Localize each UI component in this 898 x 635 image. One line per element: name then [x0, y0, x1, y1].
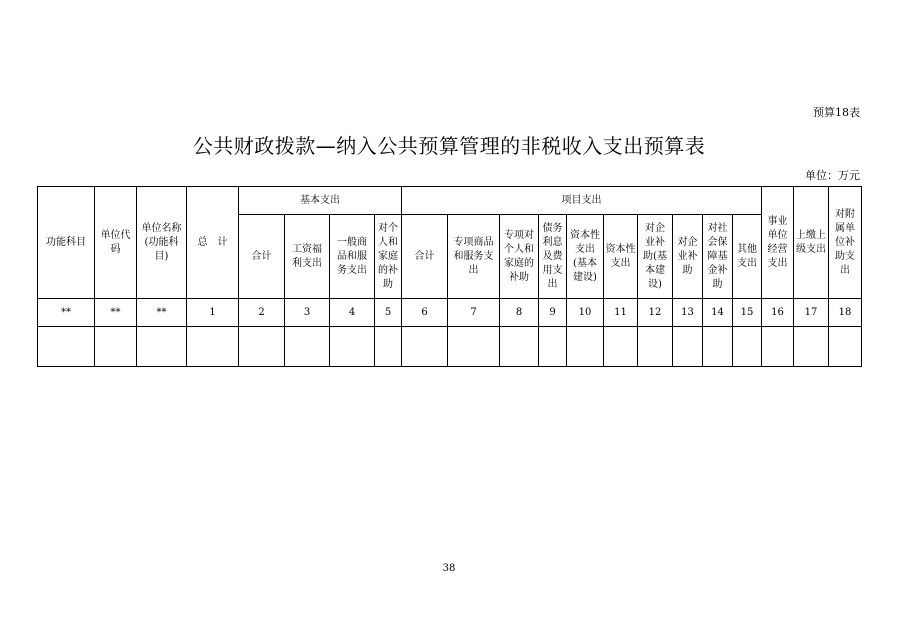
header-project-group: 项目支出 — [402, 187, 762, 215]
header-row-1 — [38, 187, 862, 215]
header-basic-sub-0: 合计 — [239, 215, 285, 299]
header-project-sub-2: 专项对 个人和 家庭的 补助 — [500, 215, 539, 299]
data-cell — [375, 327, 402, 367]
header-basic-sub-2: 一般商 品和服 务支出 — [330, 215, 375, 299]
data-cell — [567, 327, 604, 367]
header-project-sub-3: 债务 利息 及费 用支 出 — [539, 215, 567, 299]
index-cell: ** — [95, 299, 137, 327]
page-number: 38 — [442, 563, 456, 574]
header-project-sub-5: 资本性 支出 — [604, 215, 638, 299]
empty-data-row — [38, 327, 862, 367]
table-number-label: 预算18表 — [813, 106, 860, 119]
header-basic-sub-3: 对个 人和 家庭 的补 助 — [375, 215, 402, 299]
budget-table — [37, 186, 862, 367]
data-cell — [829, 327, 862, 367]
data-cell — [448, 327, 500, 367]
data-cell — [762, 327, 794, 367]
header-basic-sub-1: 工资福 利支出 — [285, 215, 330, 299]
index-cell: 3 — [285, 299, 330, 327]
index-cell: 11 — [604, 299, 638, 327]
header-project-sub-6: 对企 业补 助(基 本建 设) — [638, 215, 673, 299]
data-cell — [703, 327, 733, 367]
index-cell: 15 — [733, 299, 762, 327]
data-cell — [402, 327, 448, 367]
header-tail-1: 上缴上 级支出 — [794, 187, 829, 299]
data-cell — [285, 327, 330, 367]
header-project-sub-1: 专项商品 和服务支 出 — [448, 215, 500, 299]
index-row — [38, 299, 862, 327]
index-cell: 13 — [673, 299, 703, 327]
data-cell — [187, 327, 239, 367]
index-cell: 14 — [703, 299, 733, 327]
header-project-sub-9: 其他 支出 — [733, 215, 762, 299]
header-project-sub-7: 对企 业补 助 — [673, 215, 703, 299]
unit-label: 单位：万元 — [805, 169, 860, 182]
index-cell: 9 — [539, 299, 567, 327]
data-cell — [673, 327, 703, 367]
index-cell: 5 — [375, 299, 402, 327]
data-cell — [733, 327, 762, 367]
header-tail-0: 事业 单位 经营 支出 — [762, 187, 794, 299]
data-cell — [95, 327, 137, 367]
index-cell: 12 — [638, 299, 673, 327]
header-project-sub-4: 资本性 支出 (基本 建设) — [567, 215, 604, 299]
index-cell: 4 — [330, 299, 375, 327]
data-cell — [38, 327, 95, 367]
index-cell: ** — [38, 299, 95, 327]
index-cell: 1 — [187, 299, 239, 327]
header-project-sub-0: 合计 — [402, 215, 448, 299]
index-cell: 17 — [794, 299, 829, 327]
data-cell — [239, 327, 285, 367]
data-cell — [604, 327, 638, 367]
header-tail-2: 对附 属单 位补 助支 出 — [829, 187, 862, 299]
header-project-sub-8: 对社 会保 障基 金补 助 — [703, 215, 733, 299]
page-title: 公共财政拨款—纳入公共预算管理的非税收入支出预算表 — [192, 134, 706, 158]
data-cell — [330, 327, 375, 367]
index-cell: 6 — [402, 299, 448, 327]
index-cell: 7 — [448, 299, 500, 327]
header-basic-group: 基本支出 — [239, 187, 402, 215]
index-cell: 2 — [239, 299, 285, 327]
header-func-subject: 功能科目 — [38, 187, 95, 299]
header-unit-name: 单位名称 (功能科目) — [137, 187, 187, 299]
index-cell: ** — [137, 299, 187, 327]
data-cell — [638, 327, 673, 367]
index-cell: 10 — [567, 299, 604, 327]
data-cell — [794, 327, 829, 367]
index-cell: 18 — [829, 299, 862, 327]
data-cell — [500, 327, 539, 367]
data-cell — [539, 327, 567, 367]
header-total: 总 计 — [187, 187, 239, 299]
index-cell: 16 — [762, 299, 794, 327]
header-unit-code: 单位代码 — [95, 187, 137, 299]
data-cell — [137, 327, 187, 367]
index-cell: 8 — [500, 299, 539, 327]
